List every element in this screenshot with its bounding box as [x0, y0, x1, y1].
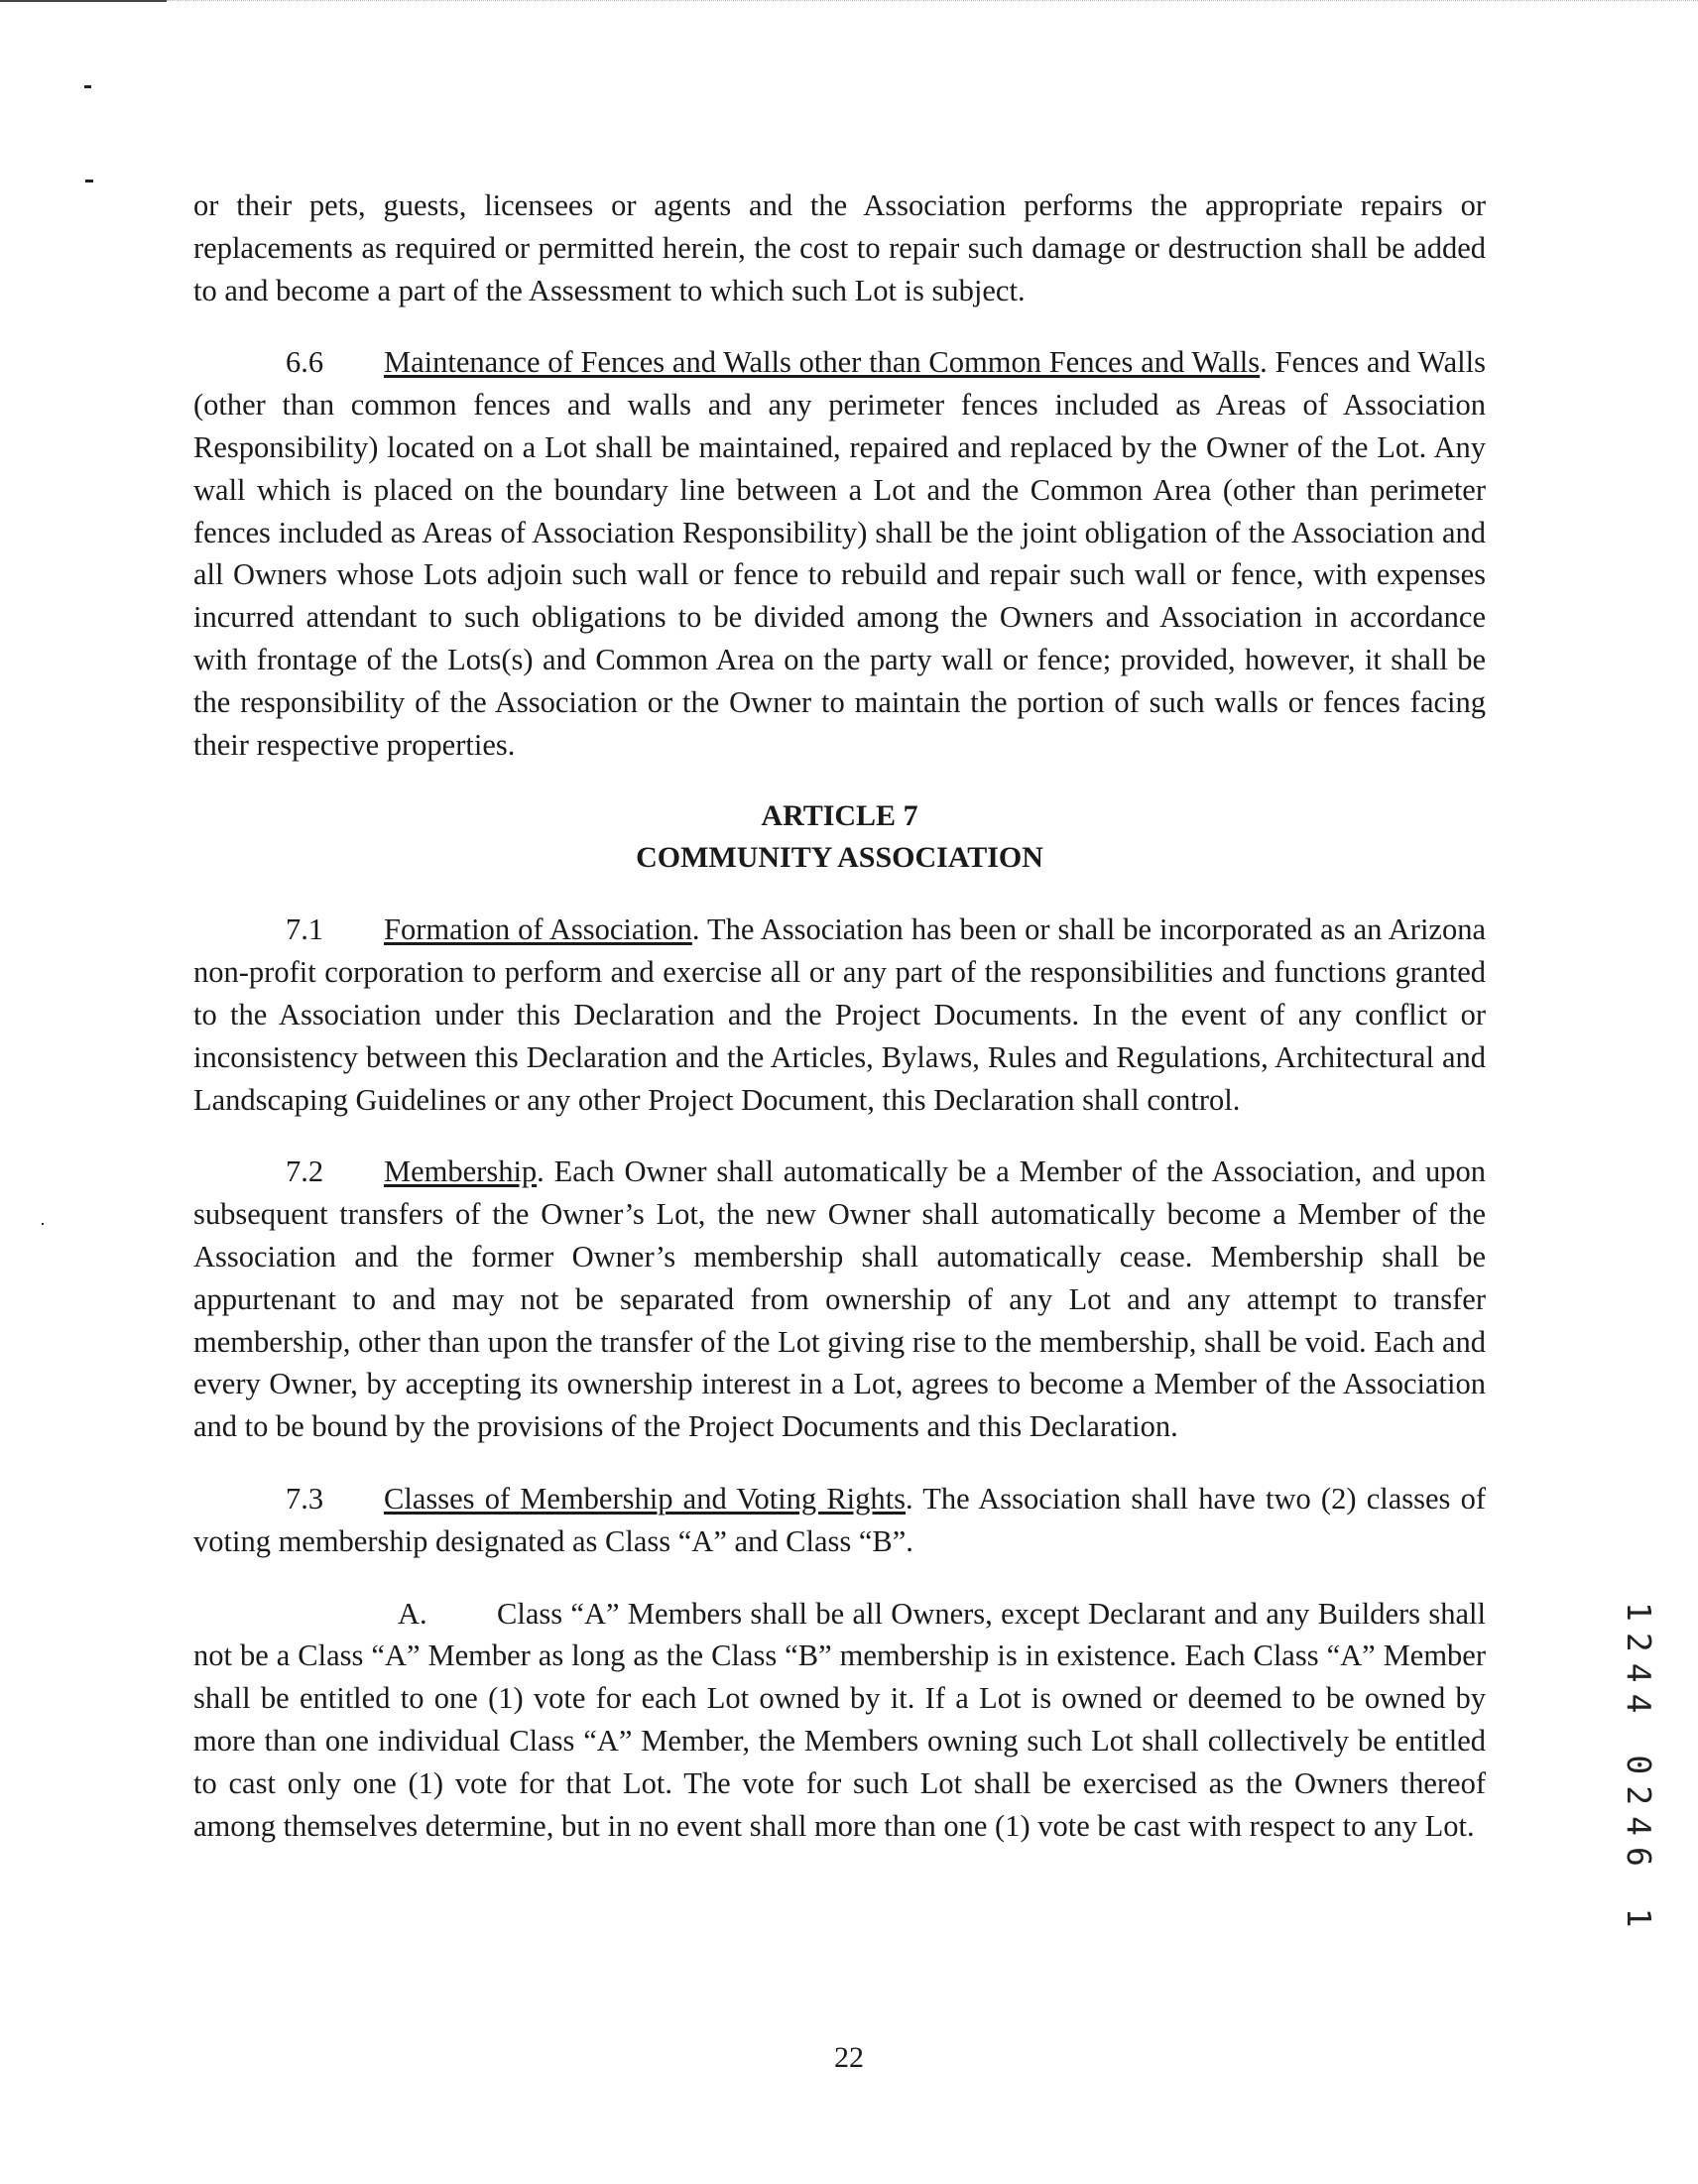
section-7-2 [193, 1151, 1486, 1448]
section-heading: Classes of Membership and Voting Rights [384, 1481, 906, 1516]
section-number: 7.2 [286, 1154, 324, 1189]
section-text: . Each Owner shall automatically be a Member of the Association, and upon subsequent transfers of the Owner’s Lot, the new Owner shall automatically become a Member of the Association and the former Owner’s membership shall automatically cease. Membership shall be appurtenant to and may not be separated from ownership of any Lot and any attempt to transfer membership, other than upon the transfer of the Lot giving rise to the membership, shall be void. Each and every Owner, by accepting its ownership interest in a Lot, agrees to become a Member of the Association and to be bound by the provisions of the Project Documents and this Declaration. [193, 1154, 1486, 1444]
subsection-text: Class “A” Members shall be all Owners, except Declarant and any Builders shall not be a Class “A” Member as long as the Class “B” membership is in existence. Each Class “A” Member shall be entitled to one (1) vote for each Lot owned by it. If a Lot is owned or deemed to be owned by more than one individual Class “A” Member, the Members owning such Lot shall collectively be entitled to cast only one (1) vote for that Lot. The vote for such Lot shall be exercised as the Owners thereof among themselves determine, but in no event shall more than one (1) vote be cast with respect to any Lot. [193, 1596, 1486, 1843]
document-body [193, 184, 1486, 1847]
scan-edge-dotted [167, 0, 1698, 1]
section-number: 6.6 [286, 345, 324, 380]
article-title: COMMUNITY ASSOCIATION [636, 841, 1043, 875]
article-heading [193, 795, 1486, 879]
subsection-letter: A. [398, 1596, 427, 1631]
scan-edge-line [0, 0, 167, 2]
section-text: . The Association shall have two (2) classes of voting membership designated as Class “A” and Class “B”. [193, 1481, 1486, 1558]
paragraph-6-5-continued: or their pets, guests, licensees or agents and the Association performs the appropriate repairs or replacements as required or permitted herein, the cost to repair such damage or destruction shall be added to and become a part of the Assessment to which such Lot is subject. [193, 188, 1486, 307]
section-7-1 [193, 909, 1486, 1121]
section-text: . Fences and Walls (other than common fences and walls and any perimeter fences included as Areas of Association Responsibility) located on a Lot shall be maintained, repaired and replaced by the Owner of the Lot. Any wall which is placed on the boundary line between a Lot and the Common Area (other than perimeter fences included as Areas of Association Responsibility) shall be the joint obligation of the Association and all Owners whose Lots adjoin such wall or fence to rebuild and repair such wall or fence, with expenses incurred attendant to such obligations to be divided among the Owners and Association in accordance with frontage of the Lots(s) and Common Area on the party wall or fence; provided, however, it shall be the responsibility of the Association or the Owner to maintain the portion of such walls or fences facing their respective properties. [193, 345, 1486, 762]
section-heading: Formation of Association [384, 912, 692, 947]
section-text: . The Association has been or shall be incorporated as an Arizona non-profit corporation to perform and exercise all or any part of the responsibilities and functions granted to the Association under this Declaration and the Project Documents. In the event of any conflict or inconsistency between this Declaration and the Articles, Bylaws, Rules and Regulations, Architectural and Landscaping Guidelines or any other Project Document, this Declaration shall control. [193, 912, 1486, 1117]
scan-speck [85, 180, 93, 182]
page-number: 22 [834, 2041, 864, 2074]
section-heading: Membership [384, 1154, 538, 1189]
article-number: ARTICLE 7 [761, 799, 918, 833]
section-7-3 [193, 1478, 1486, 1563]
section-number: 7.3 [286, 1481, 324, 1516]
scan-speck [42, 1223, 44, 1225]
section-6-6 [193, 341, 1486, 766]
section-number: 7.1 [286, 912, 324, 947]
scan-speck [84, 85, 91, 88]
section-heading: Maintenance of Fences and Walls other than Common Fences and Walls [384, 345, 1261, 380]
subsection-a [193, 1593, 1486, 1848]
recording-stamp: 1244 0246 1 [1620, 1602, 1658, 1939]
